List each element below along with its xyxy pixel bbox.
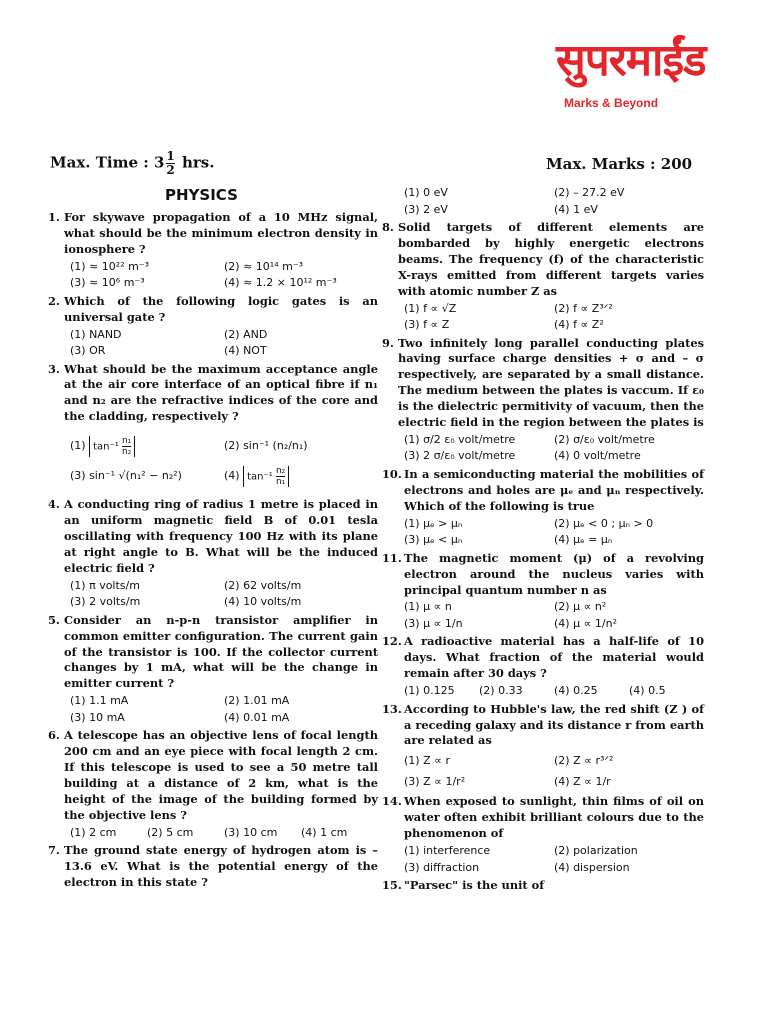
question-8: [382, 220, 704, 300]
question-number: 14.: [382, 794, 402, 809]
option: (1) μ ∝ n: [404, 600, 452, 614]
function-label: tan⁻¹: [247, 471, 273, 483]
option: (4) 0.01 mA: [224, 710, 290, 724]
question-14: [382, 794, 704, 842]
option: (3) Z ∝ 1/r²: [404, 775, 466, 789]
option: (1) 1.1 mA: [70, 694, 129, 708]
option: (3) 2 σ/ε₀ volt/metre: [404, 449, 516, 463]
option: (3) 10 cm: [224, 825, 278, 839]
fraction-numerator: 1: [166, 149, 175, 163]
option: (2) μₑ < 0 ; μₙ > 0: [554, 516, 654, 530]
question-10: [382, 467, 704, 515]
denominator: n₂: [121, 446, 132, 457]
question-number: 9.: [382, 335, 394, 350]
question-7: [48, 843, 378, 891]
options-6: [48, 825, 378, 842]
question-number: 6.: [48, 728, 60, 743]
question-13: [382, 702, 704, 750]
question-12: [382, 634, 704, 682]
option: (2) ≈ 10¹⁴ m⁻³: [224, 259, 304, 273]
function-label: tan⁻¹: [93, 441, 119, 453]
question-number: 11.: [382, 550, 402, 565]
option: [224, 461, 378, 491]
question-1: [48, 210, 378, 258]
option: (3) 2 volts/m: [70, 595, 141, 609]
option: (2) Z ∝ r³ᐟ²: [554, 754, 614, 768]
option: (3) f ∝ Z: [404, 318, 450, 332]
question-number: 8.: [382, 220, 394, 234]
option: (3) 10 mA: [70, 710, 125, 724]
options-13: [382, 750, 704, 792]
question-11: [382, 551, 704, 599]
question-4: [48, 497, 378, 577]
denominator: n₁: [275, 476, 286, 487]
option: [70, 431, 224, 461]
options-12: [382, 683, 704, 700]
option: (1) f ∝ √Z: [404, 301, 457, 315]
option: (2) – 27.2 eV: [554, 186, 625, 199]
option: (3) 2 eV: [404, 202, 448, 216]
question-text: A radioactive material has a half-life of 10 days. What fraction of the material would remain after 30 days ?: [404, 634, 704, 681]
option: (3) μₑ < μₙ: [404, 533, 463, 547]
options-5: [48, 693, 378, 726]
option: (4) NOT: [224, 344, 267, 358]
options-7: [382, 185, 704, 218]
question-number: 12.: [382, 634, 402, 649]
question-3: [48, 362, 378, 426]
question-2: [48, 294, 378, 326]
options-10: [382, 516, 704, 549]
option: (4) 0.5: [629, 684, 666, 698]
option: (2) 0.33: [479, 684, 523, 698]
options-3: [48, 431, 378, 491]
question-number: 4.: [48, 497, 60, 512]
time-fraction: [166, 150, 174, 177]
subject-title: PHYSICS: [165, 186, 238, 204]
option: (4) f ∝ Z²: [554, 318, 604, 332]
question-text: For skywave propagation of a 10 MHz signal, what should be the minimum electron density in ionosphere ?: [64, 210, 378, 256]
option: (1) 0.125: [404, 684, 455, 698]
question-number: 5.: [48, 612, 60, 627]
question-text: In a semiconducting material the mobilities of electrons and holes are μₑ and μₙ respectively. Which of the following is true: [404, 466, 704, 513]
option: (4) μₑ = μₙ: [554, 533, 613, 547]
option: (2) sin⁻¹ (n₂/n₁): [224, 439, 308, 453]
max-marks: Max. Marks : 200: [546, 155, 693, 173]
max-time-label: Max. Time : 3: [50, 153, 165, 172]
brand-tagline: Marks & Beyond: [564, 96, 659, 110]
option: (4) 1 eV: [554, 202, 598, 216]
question-text: Two infinitely long parallel conducting plates having surface charge densities + σ and – σ respectively, are separated by a small distance. The medium between the plates is vaccum. If ε₀ is the dielectric permitivity of vacuum, then the electric field in the region between the plates is: [398, 335, 704, 430]
question-number: 13.: [382, 701, 402, 716]
numerator: n₂: [275, 465, 286, 476]
question-text: What should be the maximum acceptance angle at the air core interface of an optical fibre if n₁ and n₂ are the refractive indices of the core and the cladding, respectively ?: [64, 361, 378, 424]
option: (2) AND: [224, 327, 268, 341]
option: (2) 1.01 mA: [224, 694, 290, 708]
question-number: 15.: [382, 878, 402, 893]
brand-logo: [556, 36, 726, 110]
question-6: [48, 728, 378, 823]
question-number: 1.: [48, 210, 60, 224]
options-2: [48, 327, 378, 360]
option: (2) μ ∝ n²: [554, 600, 607, 614]
option: (2) 5 cm: [147, 825, 194, 839]
option: (1) NAND: [70, 327, 122, 341]
option: (1) π volts/m: [70, 578, 140, 592]
option: (4) 0.25: [554, 684, 598, 698]
option: (4) 0 volt/metre: [554, 449, 641, 463]
question-text: When exposed to sunlight, thin films of oil on water often exhibit brilliant colours due to the phenomenon of: [404, 794, 704, 841]
option-number: (4): [224, 469, 240, 483]
numerator: n₁: [121, 435, 132, 446]
bracket-expression: [89, 436, 135, 457]
question-5: [48, 613, 378, 693]
options-9: [382, 432, 704, 465]
option-number: (1): [70, 439, 86, 453]
option: (3) diffraction: [404, 860, 480, 874]
question-text: According to Hubble's law, the red shift (Z ) of a receding galaxy and its distance r from earth are related as: [404, 701, 704, 748]
question-number: 3.: [48, 361, 60, 376]
option: (1) μₑ > μₙ: [404, 516, 463, 530]
question-number: 2.: [48, 293, 60, 308]
option: (4) dispersion: [554, 860, 630, 874]
option: (2) σ/ε₀ volt/metre: [554, 432, 655, 446]
question-text: "Parsec" is the unit of: [404, 878, 545, 893]
fraction: [122, 436, 131, 457]
option: (3) μ ∝ 1/n: [404, 616, 463, 630]
option: (1) 2 cm: [70, 825, 117, 839]
question-text: Consider an n-p-n transistor amplifier in common emitter configuration. The current gain of the transistor is 100. If the collector current changes by 1 mA, what will be the change in emitter current ?: [64, 612, 378, 691]
options-4: [48, 578, 378, 611]
fraction: [276, 466, 285, 487]
right-column: [382, 184, 704, 894]
question-9: [382, 336, 704, 431]
left-column: [48, 208, 378, 891]
question-number: 7.: [48, 843, 60, 858]
question-text: Solid targets of different elements are bombarded by highly energetic electrons beams. The frequency (f) of the characteristic X-rays emitted from different targets varies with atomic number Z as: [398, 220, 704, 298]
question-15: [382, 878, 704, 894]
option: (1) 0 eV: [404, 186, 448, 199]
option: (2) polarization: [554, 844, 638, 858]
option: (3) sin⁻¹ √(n₁² − n₂²): [70, 469, 182, 483]
question-text: The ground state energy of hydrogen atom is – 13.6 eV. What is the potential energy of the electron in this state ?: [64, 843, 378, 889]
time-unit: hrs.: [182, 153, 215, 172]
options-8: [382, 301, 704, 334]
question-text: A conducting ring of radius 1 metre is placed in an uniform magnetic field B of 0.01 tesla oscillating with frequency 100 Hz with its plane at right angle to B. What will be the induced electric field ?: [64, 497, 378, 575]
question-number: 10.: [382, 466, 402, 481]
bracket-expression: [243, 466, 289, 487]
option: (3) ≈ 10⁶ m⁻³: [70, 276, 145, 290]
option: (4) 10 volts/m: [224, 595, 302, 609]
options-1: [48, 259, 378, 292]
option: (4) 1 cm: [301, 825, 348, 839]
option: (1) ≈ 10²² m⁻³: [70, 259, 150, 273]
option: (2) f ∝ Z³ᐟ²: [554, 301, 613, 315]
option: (2) 62 volts/m: [224, 578, 302, 592]
option: (1) Z ∝ r: [404, 754, 450, 768]
option: (3) OR: [70, 344, 106, 358]
option: (1) σ/2 ε₀ volt/metre: [404, 432, 516, 446]
max-time: [50, 150, 214, 177]
question-text: Which of the following logic gates is an universal gate ?: [64, 293, 378, 324]
brand-name: सुपरमाईंड: [556, 35, 706, 86]
option: (4) μ ∝ 1/n²: [554, 616, 618, 630]
option: (1) interference: [404, 844, 491, 858]
fraction-denominator: 2: [166, 163, 175, 177]
question-text: A telescope has an objective lens of focal length 200 cm and an eye piece with focal length 2 cm. If this telescope is used to see a 50 metre tall building at a distance of 2 km, what is the height of the image of the building formed by the objective lens ?: [64, 728, 378, 822]
options-14: [382, 843, 704, 876]
question-text: The magnetic moment (μ) of a revolving electron around the nucleus varies with principal quantum number n as: [404, 550, 704, 597]
option: (4) Z ∝ 1/r: [554, 775, 611, 789]
option: (4) ≈ 1.2 × 10¹² m⁻³: [224, 276, 337, 290]
options-11: [382, 599, 704, 632]
